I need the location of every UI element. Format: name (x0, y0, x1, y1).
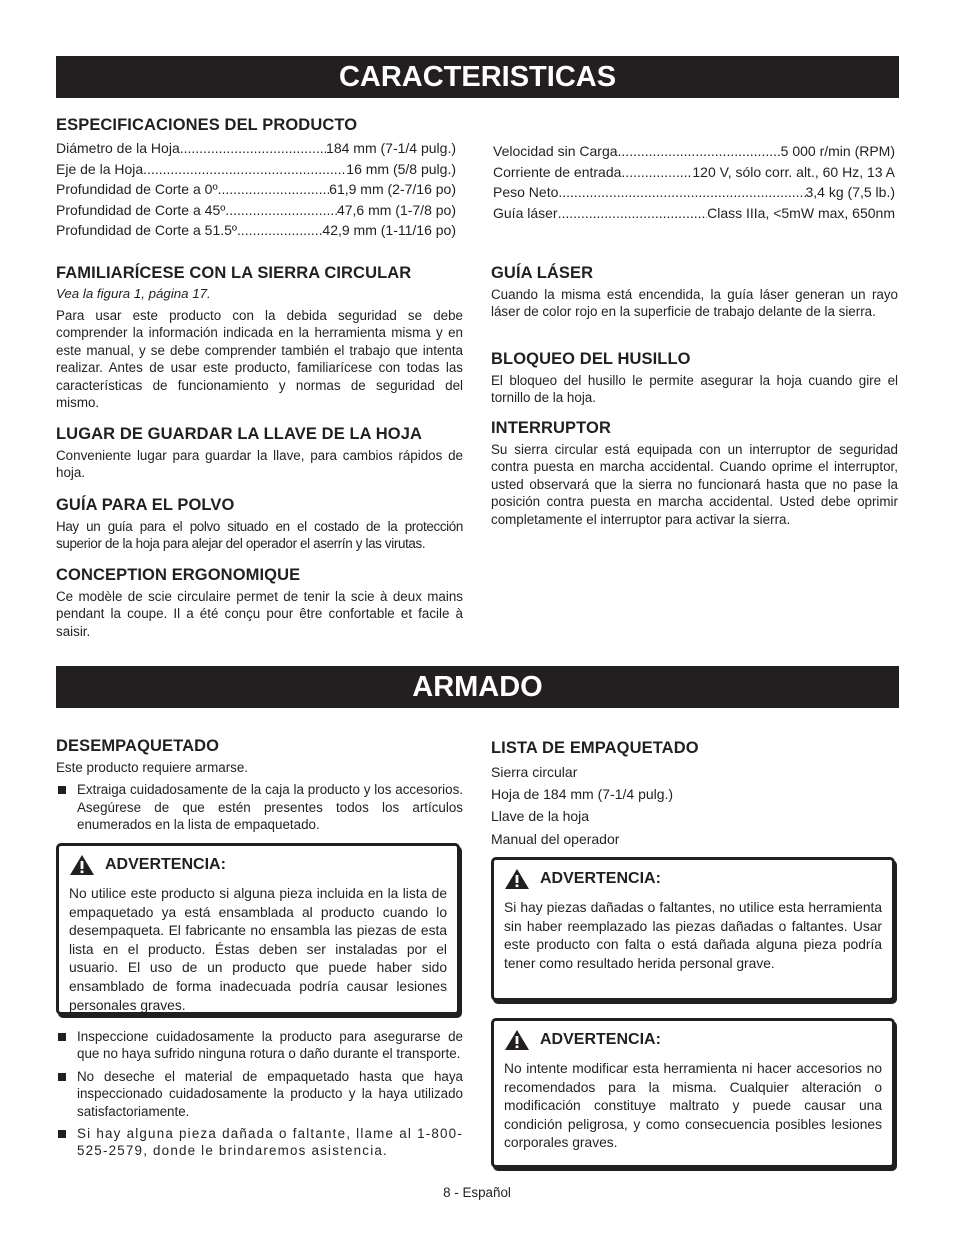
desempaquetado-heading: DESEMPAQUETADO (56, 737, 220, 755)
warning-box-damaged-parts (491, 857, 895, 1001)
spec-value: 47,6 mm (1-7/8 po) (336, 201, 456, 218)
familiarice-text: Para usar este producto con la debida seguridad se debe comprender la información indicada en la herramienta misma y en este manual, y se debe comprender también el trabajo que intenta realizar. Antes de usar este producto, familiarícese con todas las características de funcionamiento y normas de seguridad del mismo. (56, 308, 463, 411)
spec-label: Profundidad de Corte a 0º (56, 181, 218, 198)
interruptor-heading: INTERRUPTOR (491, 419, 611, 437)
interruptor-text: Su sierra circular está equipada con un interruptor de seguridad contra puesta en marcha accidental. Cuando oprime el interruptor, usted observará que la sierra no funcionará hasta que no pase la posición contra puesta en marcha accidental. Usted debe oprimir completamente el interruptor para activar la sierra. (491, 442, 898, 527)
spec-value: 42,9 mm (1-11/16 po) (322, 222, 456, 239)
warning-title-row (504, 868, 882, 890)
spec-value: 61,9 mm (2-7/16 po) (329, 181, 456, 198)
dot-leader (237, 220, 322, 241)
list-item: Inspeccione cuidadosamente la producto para asegurarse de que no haya sufrido ninguna rotura o daño durante el transporte. (56, 1028, 463, 1063)
product-specifications (56, 116, 456, 241)
laser-section (491, 264, 898, 321)
spec-label: Eje de la Hoja (56, 160, 144, 177)
dot-leader (621, 162, 692, 183)
figure-reference: Vea la figura 1, página 17. (56, 286, 211, 301)
spec-row (56, 200, 456, 221)
familiarice-heading: FAMILIARÍCESE CON LA SIERRA CIRCULAR (56, 264, 412, 282)
ergonomique-text: Ce modèle de scie circulaire permet de tenir la scie à deux mains pendant la coupe. Il a été conçu pour être confortable et facile à saisir. (56, 589, 463, 639)
dot-leader (143, 159, 346, 180)
spec-row (493, 203, 895, 224)
spec-row (493, 182, 895, 203)
dot-leader (225, 200, 337, 221)
bullet-list-bottom-block (56, 1028, 463, 1165)
lugar-text: Conveniente lugar para guardar la llave, para cambios rápidos de hoja. (56, 448, 463, 481)
husillo-text: El bloqueo del husillo le permite asegurar la hoja cuando gire el tornillo de la hoja. (491, 373, 898, 406)
dot-leader (180, 138, 326, 159)
dot-leader (218, 179, 330, 200)
bullet-list-bottom (56, 1028, 463, 1160)
list-item: No deseche el material de empaquetado hasta que haya inspeccionado cuidadosamente la producto y la haya utilizado satisfactoriamente. (56, 1068, 463, 1120)
spec-value: 3,4 kg (7,5 lb.) (805, 184, 895, 201)
spec-value: 184 mm (7-1/4 pulg.) (326, 140, 456, 156)
warning-triangle-icon (504, 868, 530, 890)
spec-value: 5 000 r/min (RPM) (780, 143, 895, 159)
packing-item-llave: Llave de la hoja (491, 808, 590, 825)
warning-triangle-icon (69, 854, 95, 876)
spec-value: 16 mm (5/8 pulg.) (346, 160, 456, 177)
spec-label: Corriente de entrada (493, 163, 622, 180)
list-item: Extraiga cuidadosamente de la caja la producto y los accesorios. Asegúrese de que estén presentes todos los artículos enumerados en la lista de empaquetado. (56, 781, 463, 833)
spec-label: Diámetro de la Hoja (56, 140, 180, 156)
lista-section (491, 739, 898, 850)
warning-box-preassembled (56, 843, 460, 1015)
packing-item-manual: Manual del operador (491, 830, 620, 847)
packing-item-hoja: Hoja de 184 mm (7-1/4 pulg.) (491, 786, 674, 803)
dot-leader (558, 203, 708, 224)
familiarice-section (56, 264, 463, 411)
spec-row (56, 138, 456, 159)
interruptor-section (491, 419, 898, 528)
spec-label: Profundidad de Corte a 51.5º (56, 222, 238, 239)
laser-text: Cuando la misma está encendida, la guía láser generan un rayo láser de color rojo en la superficie de trabajo delante de la sierra. (491, 287, 898, 320)
spec-label: Peso Neto (493, 184, 559, 201)
lugar-section (56, 425, 463, 482)
warning-text: Si hay piezas dañadas o faltantes, no utilice esta herramienta sin haber reemplazado las piezas dañadas o faltantes. Usar este producto con falta o está dañada alguna pieza podría tener como resultado herida personal grave. (504, 900, 882, 971)
warning-title: ADVERTENCIA: (540, 1031, 661, 1048)
warning-text: No intente modificar esta herramienta ni hacer accesorios no recomendados para la misma. Cualquier alteración o modificación constituye maltrato y puede causar una condición peligrosa, y como consecuencia posibles lesiones corporales graves. (504, 1061, 882, 1151)
dot-leader (618, 141, 781, 162)
spec-row (493, 141, 895, 162)
dot-leader (558, 182, 805, 203)
warning-title: ADVERTENCIA: (540, 870, 661, 887)
spec-row (56, 220, 456, 241)
husillo-heading: BLOQUEO DEL HUSILLO (491, 350, 691, 368)
spec-label: Guía láser (493, 204, 558, 221)
polvo-heading: GUÍA PARA EL POLVO (56, 496, 235, 514)
desempaquetado-section (56, 737, 463, 839)
packing-item-sierra: Sierra circular (491, 764, 578, 780)
section-banner-caracteristicas: CARACTERISTICAS (56, 56, 899, 98)
specs-left-list (56, 138, 456, 241)
desempaquetado-intro: Este producto requiere armarse. (56, 760, 249, 775)
section-banner-armado: ARMADO (56, 666, 899, 708)
spec-label: Velocidad sin Carga (493, 143, 618, 159)
spec-row (56, 159, 456, 180)
lista-heading: LISTA DE EMPAQUETADO (491, 739, 699, 757)
ergonomique-heading: CONCEPTION ERGONOMIQUE (56, 566, 301, 584)
warning-title-row (69, 854, 447, 876)
lugar-heading: LUGAR DE GUARDAR LA LLAVE DE LA HOJA (56, 425, 422, 443)
ergonomique-section (56, 566, 463, 640)
specs-right-list (493, 141, 895, 223)
warning-title: ADVERTENCIA: (105, 856, 226, 873)
spec-row (493, 162, 895, 183)
warning-box-modification (491, 1018, 895, 1168)
polvo-text: Hay un guía para el polvo situado en el costado de la protección superior de la hoja para alejar del operador el aserrín y las virutas. (56, 519, 463, 552)
spec-value: Class IIIa, <5mW max, 650nm (707, 204, 895, 221)
warning-triangle-icon (504, 1029, 530, 1051)
husillo-section (491, 350, 898, 407)
list-item: Si hay alguna pieza dañada o faltante, llame al 1-800-525-2579, donde le brindaremos asistencia. (56, 1125, 463, 1160)
warning-text: No utilice este producto si alguna pieza incluida en la lista de empaquetado ya está ensamblada al producto cuando lo desempaqueta. El fabricante no ensambla las piezas de esta lista en el producto. Éstas deben ser instaladas por el usuario. El uso de un producto que puede haber sido ensamblado de forma inadecuada podría causar lesiones personales graves. (69, 886, 447, 1013)
spec-value: 120 V, sólo corr. alt., 60 Hz, 13 A (692, 163, 895, 180)
specs-right-block (493, 141, 895, 223)
polvo-section (56, 496, 463, 553)
laser-heading: GUÍA LÁSER (491, 264, 594, 282)
warning-title-row (504, 1029, 882, 1051)
spec-label: Profundidad de Corte a 45º (56, 201, 226, 218)
page-footer: 8 - Español (443, 1185, 511, 1200)
bullet-list-top (56, 781, 463, 833)
specs-heading: ESPECIFICACIONES DEL PRODUCTO (56, 116, 358, 134)
spec-row (56, 179, 456, 200)
